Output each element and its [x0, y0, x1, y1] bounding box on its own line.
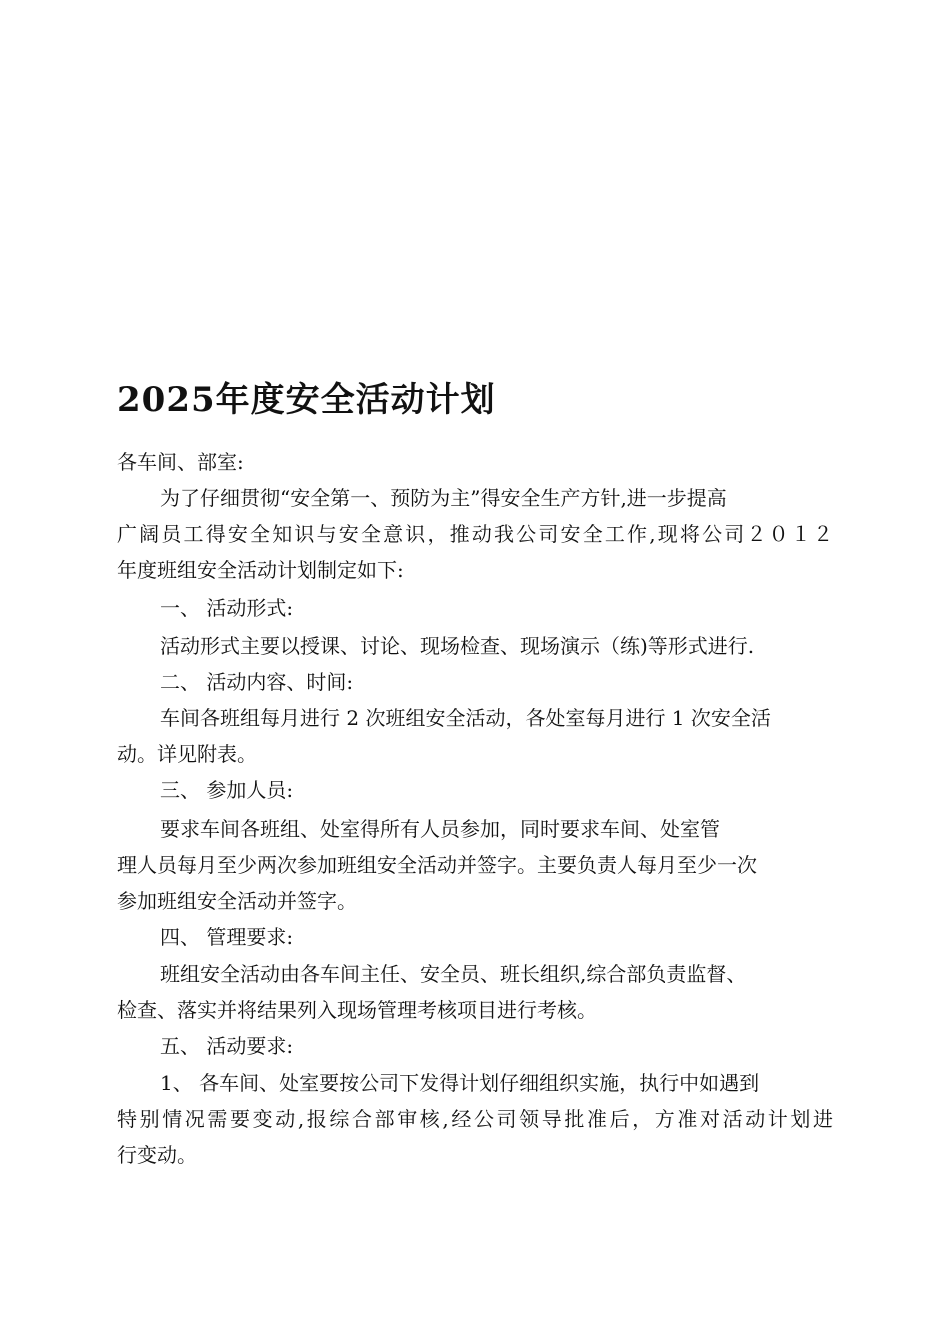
- section-4-body-line-2: 检查、落实并将结果列入现场管理考核项目进行考核。: [117, 998, 597, 1022]
- section-1-body-line-1: 活动形式主要以授课、讨论、现场检查、现场演示（练)等形式进行.: [160, 634, 755, 658]
- section-2-body-line-2: 动。详见附表。: [117, 742, 257, 766]
- intro-line-2: 广阔员工得安全知识与安全意识，推动我公司安全工作,现将公司２０１２: [117, 522, 833, 546]
- section-3-body-line-1: 要求车间各班组、处室得所有人员参加，同时要求车间、处室管: [160, 817, 720, 841]
- section-5-body-line-1: 1、 各车间、处室要按公司下发得计划仔细组织实施，执行中如遇到: [160, 1071, 760, 1095]
- section-3-heading: 三、 参加人员:: [160, 778, 294, 802]
- section-3-body-line-2: 理人员每月至少两次参加班组安全活动并签字。主要负责人每月至少一次: [117, 853, 757, 877]
- document-title: 2025年度安全活动计划: [117, 380, 496, 420]
- section-1-heading: 一、 活动形式:: [160, 596, 294, 620]
- section-5-heading: 五、 活动要求:: [160, 1034, 294, 1058]
- section-5-body-line-3: 行变动。: [117, 1143, 197, 1167]
- section-2-body-line-1: 车间各班组每月进行 2 次班组安全活动，各处室每月进行 1 次安全活: [160, 706, 771, 730]
- section-2-heading: 二、 活动内容、时间:: [160, 670, 354, 694]
- section-4-heading: 四、 管理要求:: [160, 925, 294, 949]
- section-3-body-line-3: 参加班组安全活动并签字。: [117, 889, 357, 913]
- salutation: 各车间、部室:: [117, 450, 244, 474]
- intro-line-1: 为了仔细贯彻“安全第一、预防为主”得安全生产方针,进一步提高: [160, 486, 727, 510]
- section-4-body-line-1: 班组安全活动由各车间主任、安全员、班长组织,综合部负责监督、: [160, 962, 747, 986]
- section-5-body-line-2: 特别情况需要变动,报综合部审核,经公司领导批准后，方准对活动计划进: [117, 1107, 833, 1131]
- intro-line-3: 年度班组安全活动计划制定如下:: [117, 558, 404, 582]
